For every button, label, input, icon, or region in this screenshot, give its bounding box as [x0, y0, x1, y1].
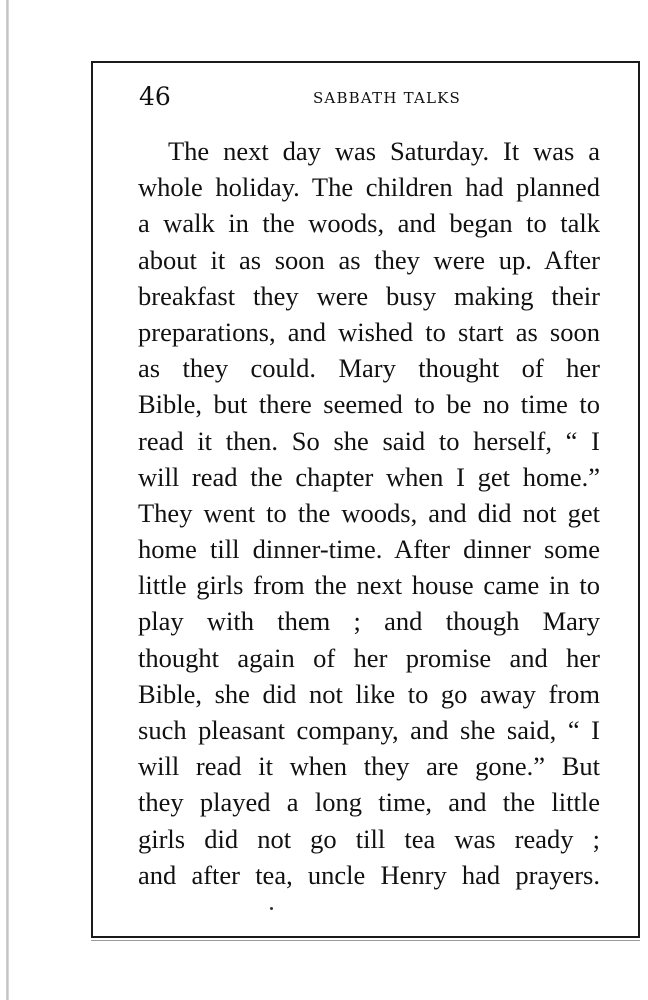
text-line: as they could. Mary thought of her [138, 353, 600, 384]
text-line: about it as soon as they were up. After [138, 244, 600, 275]
body-paragraph [138, 133, 600, 893]
text-line: play with them ; and though Mary [138, 606, 600, 637]
text-line: home till dinner-time. After dinner some [138, 534, 600, 565]
book-page-edge [6, 0, 9, 1000]
text-line: a walk in the woods, and began to talk [138, 208, 600, 239]
page-number: 46 [139, 82, 171, 111]
text-line: such pleasant company, and she said, “ I [138, 715, 600, 745]
page-header [139, 79, 609, 115]
text-line: will read it when they are gone.” But [138, 751, 600, 782]
text-line: they played a long time, and the little [138, 787, 600, 818]
text-line: Bible, she did not like to go away from [138, 678, 600, 709]
bottom-rule [91, 940, 640, 941]
text-line: read it then. So she said to herself, “ I [138, 425, 600, 456]
text-line: They went to the woods, and did not get [138, 497, 600, 528]
text-line: little girls from the next house came in to [138, 570, 600, 601]
text-line: girls did not go till tea was ready ; [138, 823, 600, 854]
text-line: Bible, but there seemed to be no time to [138, 389, 600, 420]
printer-mark-dot [270, 907, 273, 910]
text-line: breakfast they were busy making their [138, 280, 600, 311]
text-line: whole holiday. The children had planned [138, 172, 600, 203]
text-line: preparations, and wished to start as soon [138, 316, 600, 347]
text-line: The next day was Saturday. It was a [168, 136, 600, 166]
text-line: will read the chapter when I get home.” [138, 461, 600, 492]
running-head-title: SABBATH TALKS [312, 89, 462, 107]
text-line: thought again of her promise and her [138, 642, 600, 673]
text-line: and after tea, uncle Henry had prayers. [138, 859, 600, 890]
